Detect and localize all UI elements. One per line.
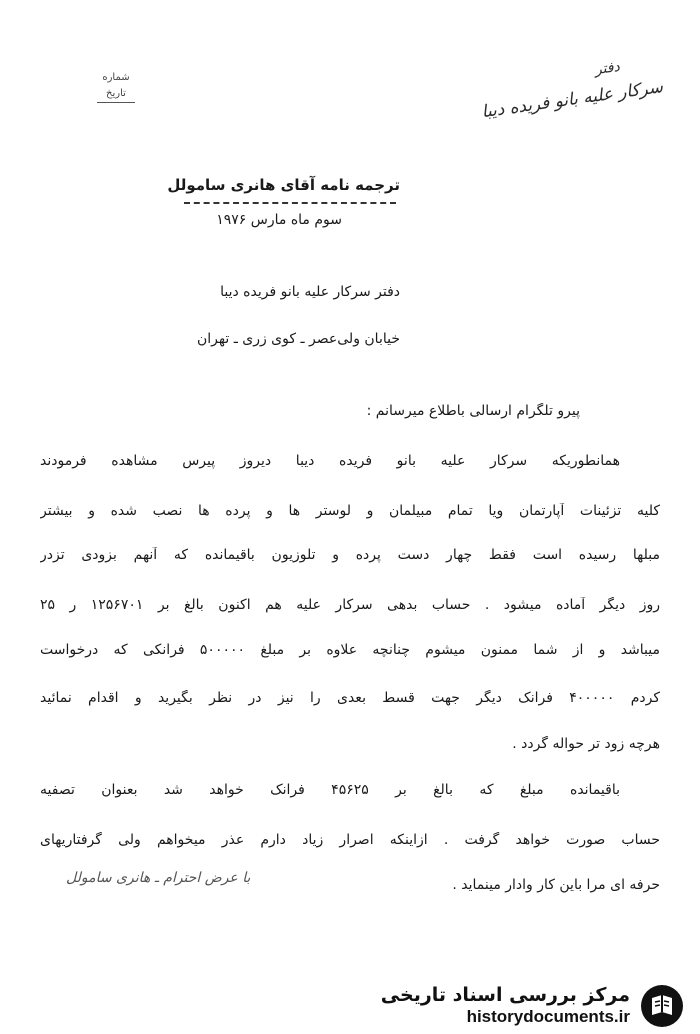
watermark-text [381, 984, 630, 1028]
recipient-address: خیابان ولی‌عصر ـ کوی زری ـ تهران [197, 331, 400, 347]
body-line: کلیه تزئینات آپارتمان ویا تمام مبیلمان و لوستر ها و پرده ها نصب شده و بیشتر [40, 503, 660, 519]
title-underline [184, 202, 396, 204]
body-line: همانطوریکه سرکار علیه بانو فریده دیبا دیروز پیرس مشاهده فرمودند [40, 453, 620, 469]
handwritten-note-line1: دفتر [593, 58, 621, 79]
handwritten-note-line2: سرکار علیه بانو فریده دیبا [480, 77, 665, 123]
body-line: هرچه زود تر حواله گردد . [512, 736, 660, 752]
body-line: مبلها رسیده است فقط چهار دست پرده و تلوزیون باقیمانده که آنهم بزودی تزدر [40, 547, 660, 563]
body-line: میباشد و از شما ممنون میشوم چنانچه علاوه بر مبلغ ۵۰۰۰۰۰ فرانکی که درخواست [40, 642, 660, 658]
watermark-url: historydocuments.ir [466, 1007, 630, 1026]
stamp-number-label: شماره [102, 72, 130, 83]
body-line: باقیمانده مبلغ که بالغ بر ۴۵۶۲۵ فرانک خواهد شد بعنوان تصفیه [40, 782, 620, 798]
office-stamp [86, 70, 146, 105]
archive-logo-icon [640, 984, 684, 1028]
stamp-line [97, 102, 135, 103]
body-line: کردم ۴۰۰۰۰۰ فرانک دیگر جهت قسط بعدی را نیز در نظر بگیرید و اقدام نمائید [40, 690, 660, 706]
document-date: سوم ماه مارس ۱۹۷۶ [216, 212, 342, 228]
body-line: روز دیگر آماده میشود . حساب بدهی سرکار علیه هم اکنون بالغ بر ۱۲۵۶۷۰۱ ر ۲۵ [40, 597, 660, 613]
body-line: حرفه ای مرا باین کار وادار مینماید . [452, 877, 660, 893]
watermark-persian: مرکز بررسی اسناد تاریخی [380, 984, 630, 1006]
body-line: حساب صورت خواهد گرفت . ازاینکه اصرار زیاد دارم عذر میخواهم ولی گرفتاریهای [40, 832, 660, 848]
signature: با عرض احترام ـ هانری سامولل [66, 870, 251, 886]
recipient-name: دفتر سرکار علیه بانو فریده دیبا [220, 284, 400, 300]
stamp-date-label: تاریخ [106, 88, 126, 99]
body-line: پیرو تلگرام ارسالی باطلاع میرسانم : [366, 403, 580, 419]
document-title: ترجمه نامه آقای هانری سامولل [167, 176, 400, 194]
watermark [381, 984, 684, 1028]
handwritten-note [459, 48, 664, 127]
